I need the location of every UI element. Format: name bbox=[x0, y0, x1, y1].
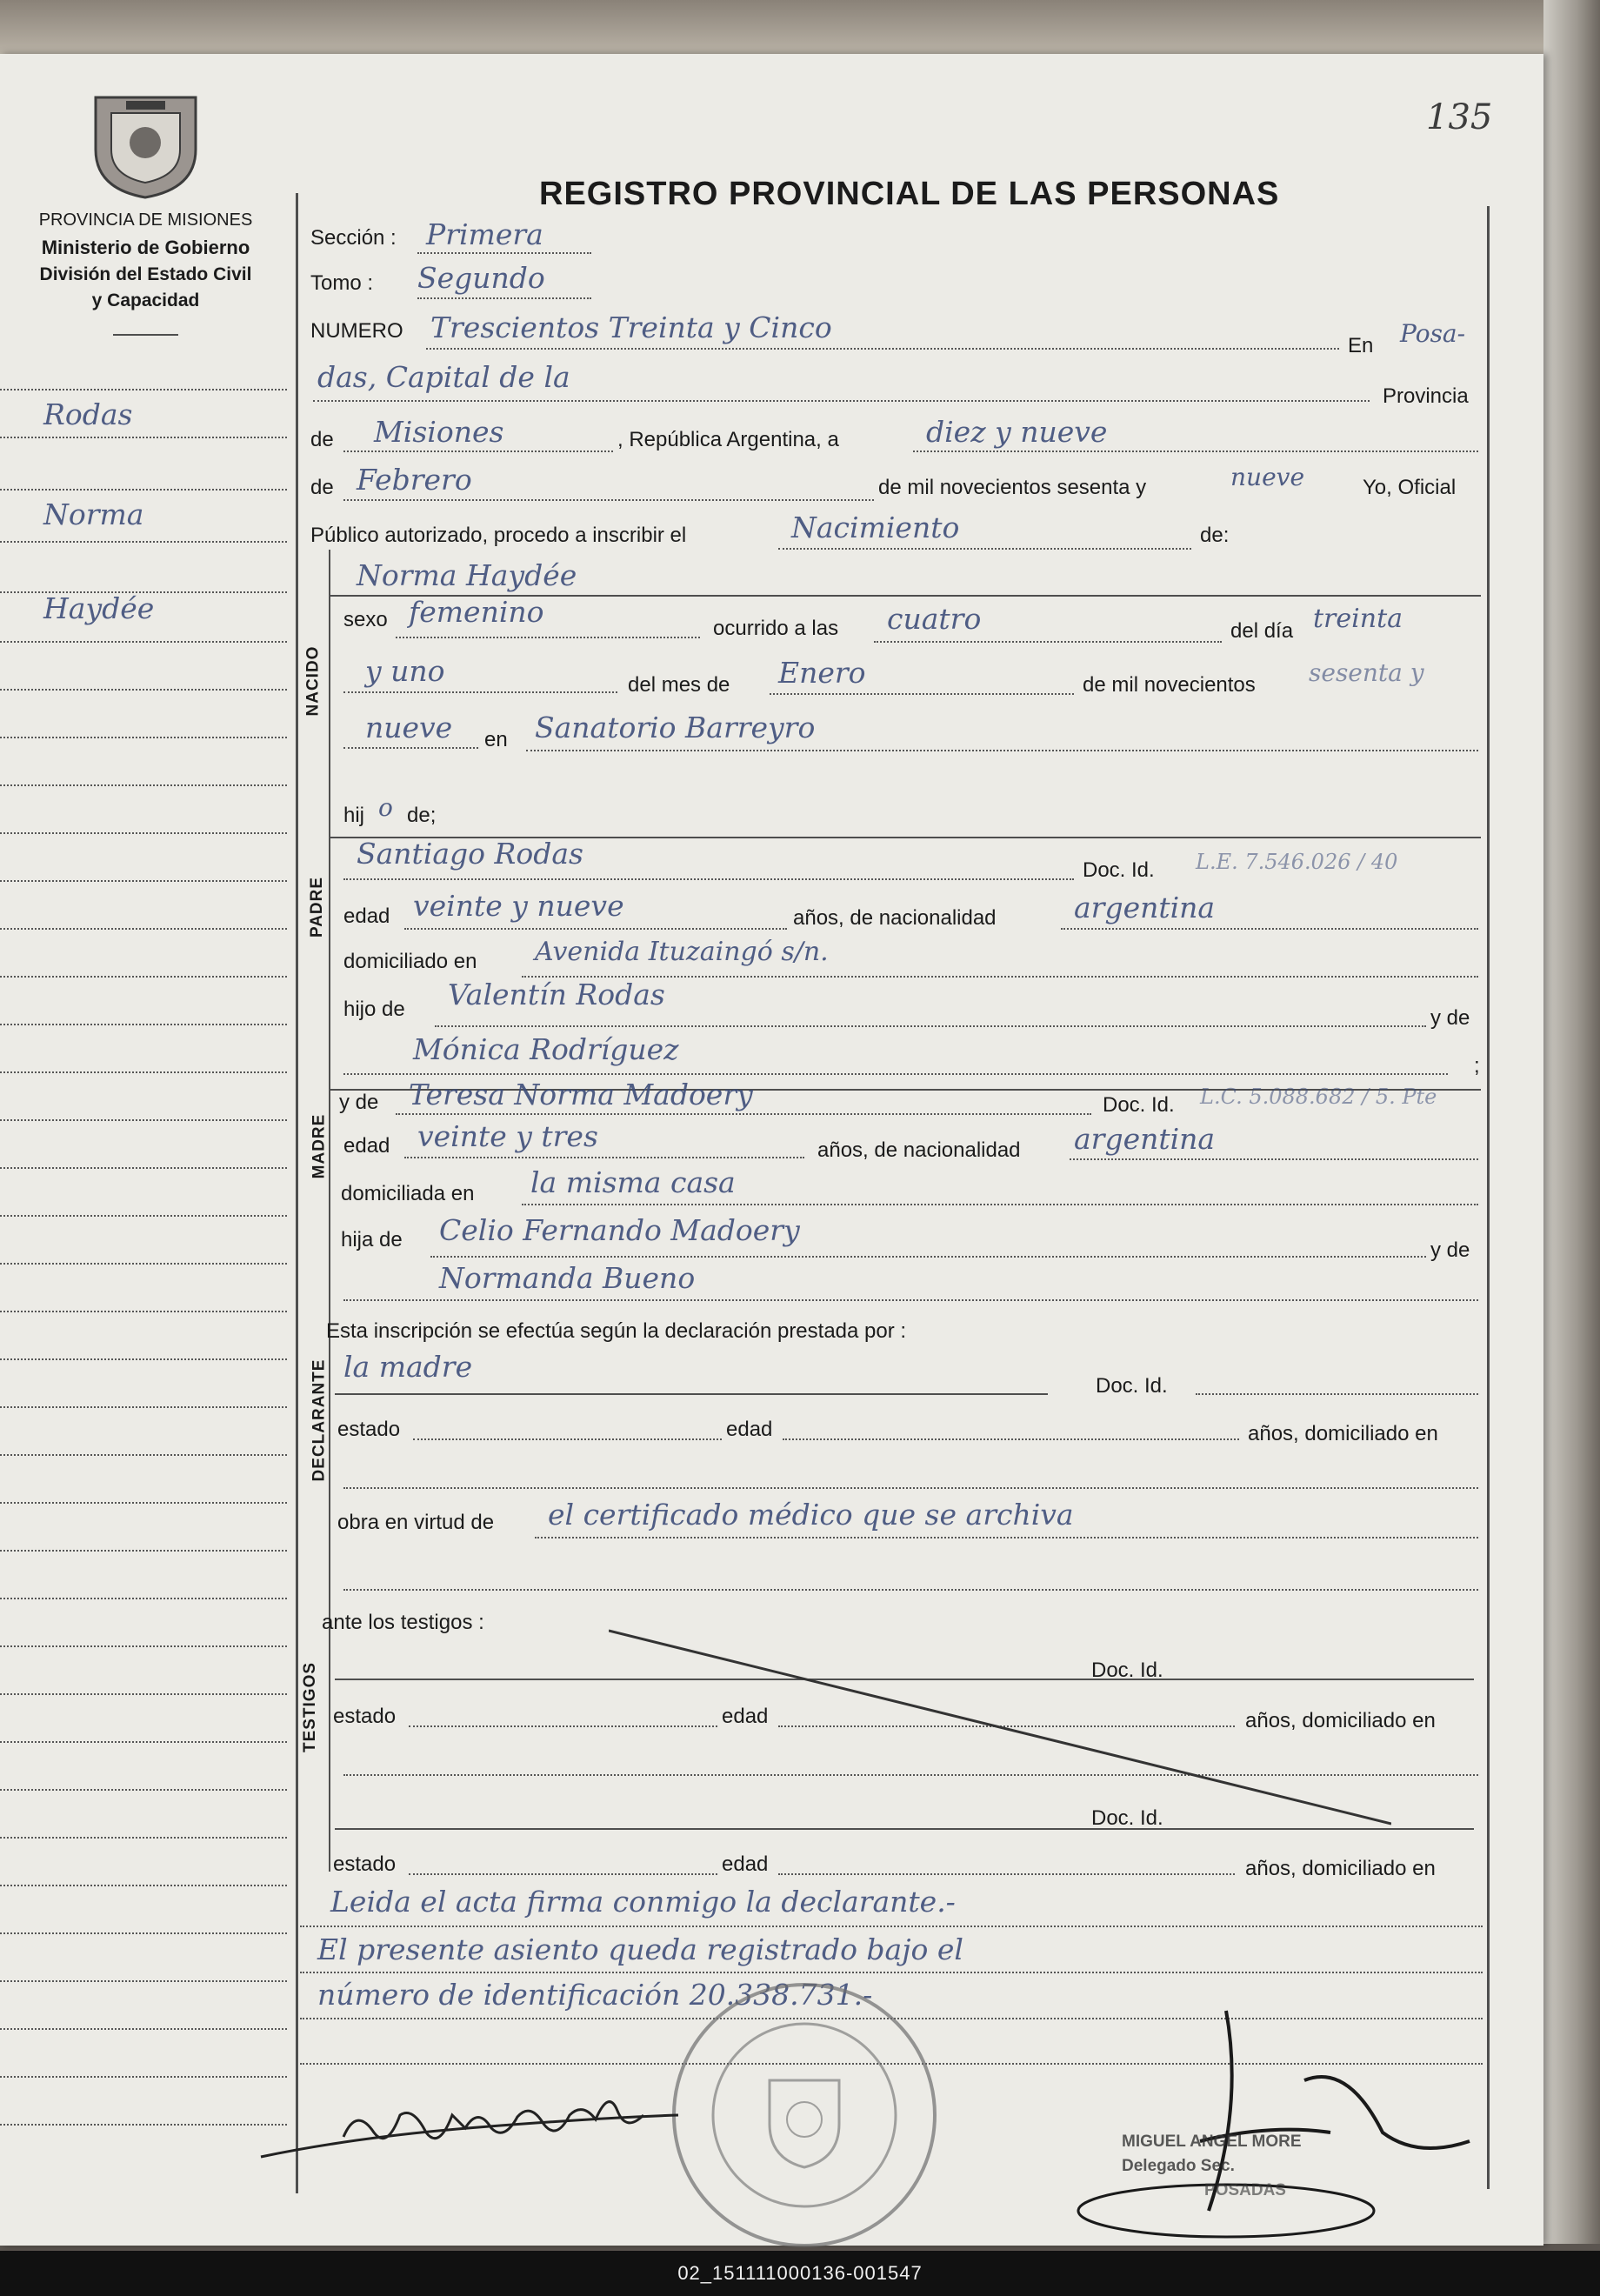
label-padre-dom: domiciliado en bbox=[343, 950, 477, 973]
note-line-1: Leida el acta firma conmigo la declarante.- bbox=[330, 1885, 956, 1919]
margin-line bbox=[0, 437, 287, 438]
entry-line bbox=[404, 928, 787, 930]
label-test1-anos: años, domiciliado en bbox=[1245, 1709, 1436, 1732]
entry-line bbox=[778, 1873, 1235, 1875]
label-declarante: DECLARANTE bbox=[310, 1358, 329, 1482]
label-hij-de: de; bbox=[407, 804, 437, 827]
entry-padre-doc: L.E. 7.546.026 / 40 bbox=[1196, 850, 1398, 874]
page-title: REGISTRO PROVINCIAL DE LAS PERSONAS bbox=[539, 176, 1280, 212]
label-madre-doc: Doc. Id. bbox=[1103, 1093, 1175, 1117]
margin-line bbox=[0, 737, 287, 738]
entry-line bbox=[409, 1873, 717, 1875]
margin-line bbox=[0, 2076, 287, 2078]
declarant-signature bbox=[252, 2054, 687, 2185]
margin-line bbox=[0, 1263, 287, 1265]
label-padre-edad: edad bbox=[343, 904, 390, 928]
label-ocurrido: ocurrido a las bbox=[713, 617, 839, 640]
entry-line bbox=[300, 1926, 1483, 1927]
margin-line bbox=[0, 1167, 287, 1169]
margin-line bbox=[0, 689, 287, 691]
label-de-2: de bbox=[310, 476, 334, 499]
entry-line bbox=[1061, 928, 1478, 930]
entry-sexo: femenino bbox=[409, 595, 544, 629]
entry-tomo: Segundo bbox=[417, 261, 545, 295]
margin-line bbox=[0, 1932, 287, 1934]
label-test2-edad: edad bbox=[722, 1852, 769, 1876]
label-del-dia: del día bbox=[1230, 619, 1294, 643]
label-test2-doc: Doc. Id. bbox=[1091, 1806, 1163, 1830]
label-padre-doc: Doc. Id. bbox=[1083, 858, 1155, 882]
entry-madre-nac: argentina bbox=[1074, 1122, 1216, 1156]
entry-hij-suffix: o bbox=[378, 793, 393, 822]
entry-madre-dom: la misma casa bbox=[530, 1165, 736, 1199]
frame-left-rule bbox=[296, 193, 298, 2193]
label-test2-anos: años, domiciliado en bbox=[1245, 1857, 1436, 1880]
declarant-signature-text bbox=[296, 2134, 303, 2135]
org-ministry: Ministerio de Gobierno bbox=[41, 237, 250, 258]
entry-declarante: la madre bbox=[343, 1350, 473, 1384]
label-madre-yde: y de bbox=[1430, 1238, 1470, 1262]
margin-line bbox=[0, 2124, 287, 2126]
label-padre: PADRE bbox=[308, 876, 327, 938]
entry-en-city: Posa- bbox=[1400, 319, 1466, 348]
entry-padre-edad: veinte y nueve bbox=[413, 889, 624, 923]
margin-line bbox=[0, 1215, 287, 1217]
org-division-2: y Capacidad bbox=[91, 290, 200, 310]
entry-line bbox=[430, 1256, 1426, 1258]
entry-madre-edad: veinte y tres bbox=[417, 1119, 598, 1153]
entry-line bbox=[343, 1589, 1478, 1591]
entry-obra: el certificado médico que se archiva bbox=[548, 1498, 1074, 1532]
entry-madre-madre: Normanda Bueno bbox=[439, 1261, 696, 1295]
note-line-3: número de identificación 20.338.731.- bbox=[317, 1978, 873, 2012]
image-id-footer: 02_151111000136-001547 bbox=[0, 2251, 1600, 2296]
entry-line bbox=[535, 1537, 1478, 1538]
entry-acto: Nacimiento bbox=[791, 511, 960, 544]
entry-madre: Teresa Norma Madoery bbox=[409, 1078, 753, 1111]
label-test1-doc: Doc. Id. bbox=[1091, 1659, 1163, 1682]
margin-name-2: Haydée bbox=[43, 591, 155, 625]
entry-line bbox=[396, 637, 700, 638]
entry-line bbox=[343, 1299, 1478, 1301]
label-nacido: NACIDO bbox=[303, 645, 323, 717]
margin-line bbox=[0, 1885, 287, 1886]
entry-year: nueve bbox=[1230, 463, 1305, 491]
strike-line bbox=[609, 1624, 1391, 1832]
officer-signature bbox=[983, 2002, 1487, 2246]
label-madre-nac: años, de nacionalidad bbox=[817, 1138, 1021, 1162]
entry-padre-nac: argentina bbox=[1074, 891, 1216, 924]
label-semicolon: ; bbox=[1474, 1054, 1480, 1078]
entry-madre-padre: Celio Fernando Madoery bbox=[439, 1213, 800, 1247]
binder-top bbox=[0, 0, 1600, 54]
official-seal-stamp bbox=[665, 1976, 943, 2254]
entry-line bbox=[913, 451, 1478, 452]
entry-dia-cont: y uno bbox=[365, 654, 445, 688]
entry-lugar: Sanatorio Barreyro bbox=[535, 711, 816, 744]
margin-surname: Rodas bbox=[43, 397, 133, 431]
label-decl-anos: años, domiciliado en bbox=[1248, 1422, 1438, 1445]
margin-line bbox=[0, 1550, 287, 1552]
margin-line bbox=[0, 1311, 287, 1312]
entry-line bbox=[343, 747, 478, 749]
entry-anio-cont: nueve bbox=[365, 711, 453, 744]
label-padre-hijo: hijo de bbox=[343, 998, 405, 1021]
margin-line bbox=[0, 928, 287, 930]
page-edge bbox=[1543, 0, 1600, 2244]
entry-line bbox=[343, 451, 613, 452]
entry-line bbox=[1196, 1393, 1478, 1395]
label-en-lugar: en bbox=[484, 728, 508, 751]
org-division: División del Estado Civil bbox=[39, 264, 252, 284]
label-hij: hij bbox=[343, 804, 365, 827]
margin-line bbox=[0, 641, 287, 643]
entry-nombre: Norma Haydée bbox=[357, 558, 577, 592]
entry-provincia: Misiones bbox=[374, 415, 504, 449]
label-seccion: Sección : bbox=[310, 226, 397, 250]
note-line-2: El presente asiento queda registrado bajo el bbox=[317, 1932, 963, 1966]
label-test1-edad: edad bbox=[722, 1705, 769, 1728]
folio-number: 135 bbox=[1426, 97, 1493, 137]
margin-line bbox=[0, 1598, 287, 1599]
margin-line bbox=[0, 1406, 287, 1408]
entry-line bbox=[343, 691, 617, 693]
label-padre-nac: años, de nacionalidad bbox=[793, 906, 997, 930]
entry-padre-padre: Valentín Rodas bbox=[448, 978, 665, 1011]
label-madre-edad: edad bbox=[343, 1134, 390, 1158]
entry-line bbox=[522, 1204, 1478, 1205]
margin-line bbox=[0, 1119, 287, 1121]
label-madre: MADRE bbox=[310, 1113, 329, 1179]
margin-line bbox=[0, 1454, 287, 1456]
label-en: En bbox=[1348, 334, 1374, 357]
margin-line bbox=[0, 880, 287, 882]
entry-anio: sesenta y bbox=[1309, 658, 1424, 687]
label-yo-oficial: Yo, Oficial bbox=[1363, 476, 1457, 499]
entry-day: diez y nueve bbox=[926, 415, 1108, 449]
entry-city-cont: das, Capital de la bbox=[317, 360, 570, 394]
margin-line bbox=[0, 1980, 287, 1982]
label-obra: obra en virtud de bbox=[337, 1511, 495, 1534]
margin-line bbox=[0, 1502, 287, 1504]
entry-hora: cuatro bbox=[887, 602, 982, 636]
margin-line bbox=[0, 1741, 287, 1743]
entry-padre-dom: Avenida Ituzaingó s/n. bbox=[535, 937, 829, 967]
margin-name-1: Norma bbox=[43, 497, 144, 531]
entry-line bbox=[426, 348, 1339, 350]
label-publico: Público autorizado, procedo a inscribir el bbox=[310, 524, 687, 547]
label-madre-dom: domiciliada en bbox=[341, 1182, 475, 1205]
entry-line bbox=[417, 252, 591, 254]
entry-seccion: Primera bbox=[426, 217, 543, 251]
entry-numero: Trescientos Treinta y Cinco bbox=[430, 310, 832, 344]
coat-of-arms-icon bbox=[87, 89, 204, 202]
label-provincia: Provincia bbox=[1383, 384, 1469, 408]
label-del-mes: del mes de bbox=[628, 673, 730, 697]
entry-line bbox=[343, 499, 874, 501]
entry-line bbox=[343, 878, 1074, 880]
margin-line bbox=[0, 2028, 287, 2030]
entry-line bbox=[522, 976, 1478, 978]
label-madre-hija: hija de bbox=[341, 1228, 403, 1251]
entry-padre: Santiago Rodas bbox=[357, 837, 583, 871]
label-ante: ante los testigos : bbox=[322, 1611, 484, 1634]
entry-line bbox=[313, 400, 1370, 402]
entry-month: Febrero bbox=[357, 463, 472, 497]
entry-line bbox=[335, 1393, 1048, 1395]
label-de-colon: de: bbox=[1200, 524, 1230, 547]
org-province: PROVINCIA DE MISIONES bbox=[38, 210, 253, 230]
entry-line bbox=[526, 750, 1478, 751]
label-de-mil-nov: de mil novecientos bbox=[1083, 673, 1256, 697]
margin-line bbox=[0, 784, 287, 786]
label-decl-edad: edad bbox=[726, 1418, 773, 1441]
entry-line bbox=[343, 1487, 1478, 1489]
label-testigos: TESTIGOS bbox=[301, 1661, 320, 1753]
entry-line bbox=[778, 548, 1191, 550]
label-tomo: Tomo : bbox=[310, 271, 374, 295]
org-divider bbox=[113, 334, 178, 336]
entry-line bbox=[413, 1438, 722, 1440]
entry-dia: treinta bbox=[1313, 604, 1403, 634]
entry-line bbox=[343, 1073, 1448, 1075]
entry-line bbox=[770, 693, 1074, 695]
label-de-mil: de mil novecientos sesenta y bbox=[878, 476, 1147, 499]
margin-line bbox=[0, 541, 287, 543]
label-esta-inscripcion: Esta inscripción se efectúa según la declaración prestada por : bbox=[326, 1319, 907, 1343]
entry-line bbox=[435, 1025, 1426, 1027]
entry-madre-doc: L.C. 5.088.682 / 5. Pte bbox=[1200, 1085, 1437, 1109]
officer-city: POSADAS bbox=[1204, 2181, 1286, 2199]
entry-mes: Enero bbox=[778, 656, 866, 690]
entry-line bbox=[783, 1438, 1239, 1440]
label-decl-doc: Doc. Id. bbox=[1096, 1374, 1168, 1398]
margin-line bbox=[0, 489, 287, 491]
label-madre-yde: y de bbox=[339, 1091, 379, 1114]
entry-line bbox=[874, 641, 1222, 643]
label-republica: , República Argentina, a bbox=[617, 428, 839, 451]
margin-line bbox=[0, 1645, 287, 1647]
margin-line bbox=[0, 1837, 287, 1839]
entry-line bbox=[1070, 1158, 1478, 1160]
label-numero: NUMERO bbox=[310, 319, 403, 343]
label-sexo: sexo bbox=[343, 608, 388, 631]
margin-line bbox=[0, 1024, 287, 1025]
margin-line bbox=[0, 389, 287, 390]
margin-line bbox=[0, 1693, 287, 1695]
entry-line bbox=[404, 1157, 804, 1158]
entry-line bbox=[300, 1972, 1483, 1973]
label-decl-estado: estado bbox=[337, 1418, 401, 1441]
entry-line bbox=[396, 1113, 1091, 1115]
entry-line bbox=[417, 297, 591, 299]
margin-line bbox=[0, 1358, 287, 1360]
margin-line bbox=[0, 1789, 287, 1791]
margin-line bbox=[0, 832, 287, 834]
certificate-page bbox=[0, 54, 1543, 2246]
entry-padre-madre: Mónica Rodríguez bbox=[413, 1032, 679, 1066]
label-test1-estado: estado bbox=[333, 1705, 397, 1728]
frame-right-rule bbox=[1487, 206, 1490, 2189]
label-test2-estado: estado bbox=[333, 1852, 397, 1876]
label-de: de bbox=[310, 428, 334, 451]
officer-name: MIGUEL ANGEL MORE bbox=[1122, 2132, 1302, 2151]
officer-title: Delegado Sec. bbox=[1122, 2157, 1235, 2175]
label-padre-yde: y de bbox=[1430, 1006, 1470, 1030]
margin-line bbox=[0, 1071, 287, 1073]
margin-line bbox=[0, 976, 287, 978]
